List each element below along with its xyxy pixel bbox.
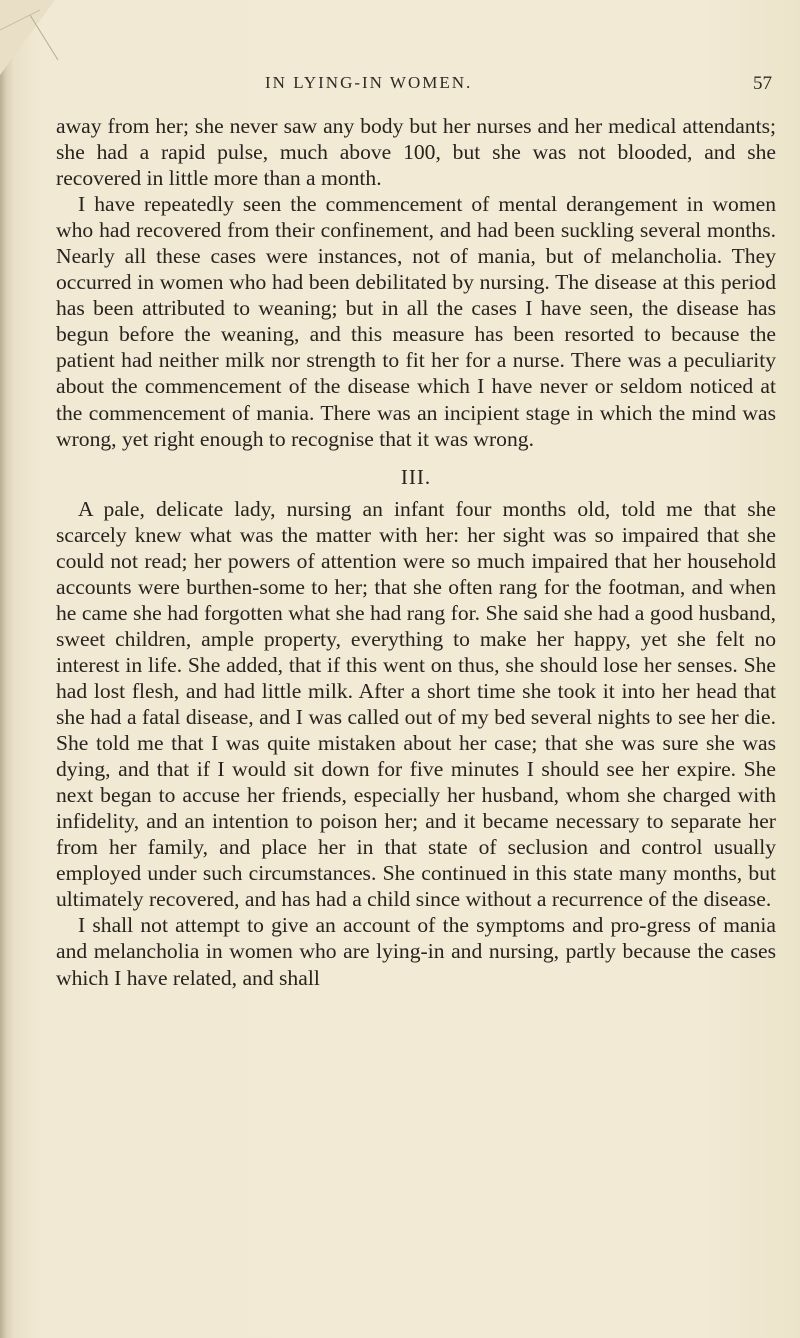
page-number: 57 (753, 73, 772, 94)
paragraph-3: A pale, delicate lady, nursing an infant four months old, told me that she scarcely knew what was the matter with her: her sight was so impaired that she could not read; her powers of attention were so much impaired that her household accounts were burthen-some to her; that she often rang for the footman, and when he came she had forgotten what she had rang for. She said she had a good husband, sweet children, ample property, everything to make her happy, yet she felt no interest in life. She added, that if this went on thus, she should lose her senses. She had lost flesh, and had little milk. After a short time she took it into her head that she had a fatal disease, and I was called out of my bed several nights to see her die. She told me that I was quite mistaken about her case; that she was sure she was dying, and that if I would sit down for five minutes I should see her expire. She next began to accuse her friends, especially her husband, whom she charged with infidelity, and an intention to poison her; and it became necessary to separate her from her family, and place her in that state of seclusion and control usually employed under such circumstances. She continued in this state many months, but ultimately recovered, and has had a child since without a recurrence of the disease. (56, 496, 776, 912)
paragraph-2: I have repeatedly seen the commencement of mental derangement in women who had recovered from their confinement, and had been suckling several months. Nearly all these cases were instances, not of mania, but of melancholia. They occurred in women who had been debilitated by nursing. The disease at this period has been attributed to weaning; but in all the cases I have seen, the disease has begun before the weaning, and this measure has been resorted to because the patient had neither milk nor strength to fit her for a nurse. There was a peculiarity about the commencement of the disease which I have never or seldom noticed at the commencement of mania. There was an incipient stage in which the mind was wrong, yet right enough to recognise that it was wrong. (56, 192, 776, 451)
binding-edge (0, 0, 14, 1338)
paragraph-4: I shall not attempt to give an account of the symptoms and pro-gress of mania and melancholia in women who are lying-in and nursing, partly because the cases which I have related, and shall (56, 913, 776, 990)
paragraph-1: away from her; she never saw any body but her nurses and her medical attendants; she had a rapid pulse, much above 100, but she was not blooded, and she recovered in little more than a month. (56, 114, 776, 191)
body-text (56, 113, 776, 991)
running-head: IN LYING-IN WOMEN. (265, 73, 473, 92)
page-header (40, 73, 772, 97)
section-heading: III. (400, 464, 432, 489)
